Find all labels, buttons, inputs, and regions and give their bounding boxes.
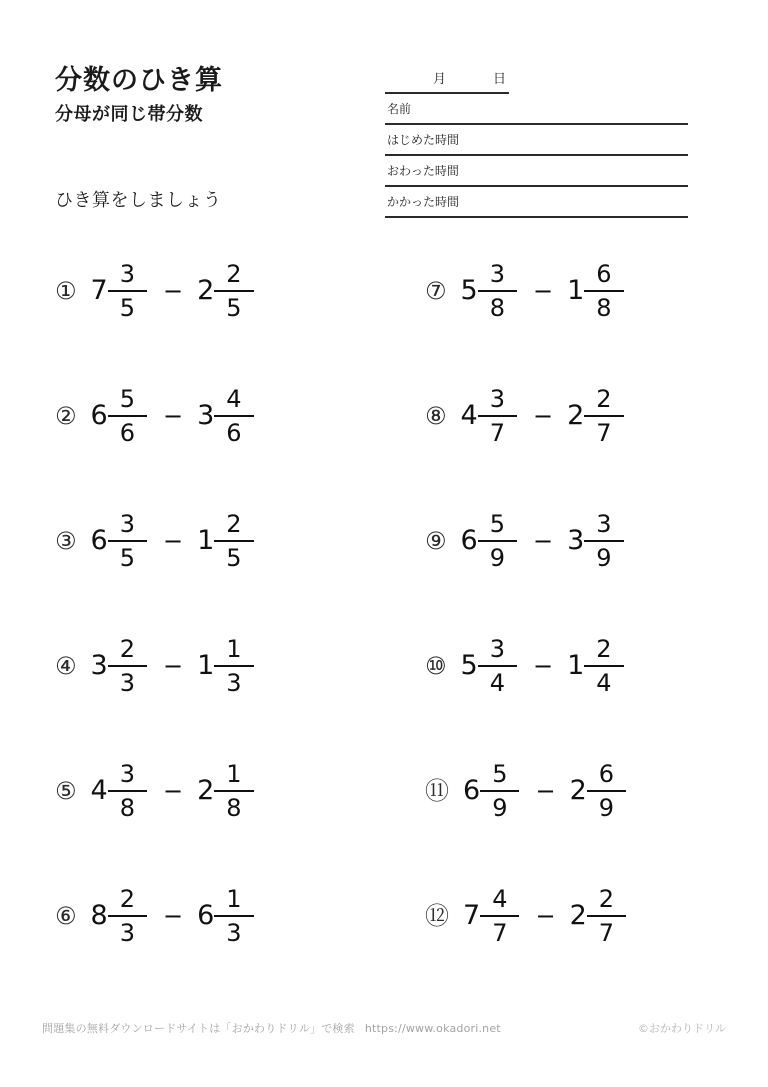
minus-operator: − [532, 401, 554, 430]
subtrahend-numerator: 2 [214, 262, 253, 292]
problem-row [55, 853, 254, 978]
minus-operator: − [532, 276, 554, 305]
problem-row [55, 478, 254, 603]
footer-url: https://www.okadori.net [364, 1022, 501, 1035]
minuend-fraction [478, 259, 517, 322]
subtrahend-denominator: 8 [226, 793, 242, 822]
subtrahend-denominator: 6 [226, 418, 242, 447]
minuend-whole: 6 [463, 775, 481, 806]
problem-number: ⑧ [425, 401, 447, 430]
page-title: 分数のひき算 [55, 65, 223, 96]
problem-number: ③ [55, 526, 77, 555]
problem-row [425, 728, 626, 853]
subtrahend-numerator: 2 [584, 637, 623, 667]
subtrahend-denominator: 9 [596, 543, 612, 572]
page-footer [42, 1020, 726, 1036]
subtrahend-numerator: 1 [214, 762, 253, 792]
minuend-whole: 5 [460, 650, 478, 681]
minuend-denominator: 5 [119, 293, 135, 322]
problem-number: ⑫ [425, 901, 449, 930]
problem-number: ② [55, 401, 77, 430]
footer-note-text: 問題集の無料ダウンロードサイトは「おかわりドリル」で検索 [42, 1022, 355, 1035]
minuend-denominator: 5 [119, 543, 135, 572]
subtrahend-denominator: 5 [226, 543, 242, 572]
field-elapsed-time [385, 187, 688, 218]
minuend-numerator: 3 [478, 637, 517, 667]
minuend-whole: 5 [460, 275, 478, 306]
minuend-whole: 4 [90, 775, 108, 806]
minuend-fraction [480, 759, 519, 822]
minuend-whole: 3 [90, 650, 108, 681]
minuend-numerator: 3 [108, 262, 147, 292]
minuend-numerator: 3 [478, 387, 517, 417]
page-subtitle: 分母が同じ帯分数 [55, 104, 203, 125]
problem-row [425, 353, 626, 478]
minuend-numerator: 5 [478, 512, 517, 542]
subtrahend-fraction [587, 884, 626, 947]
field-name [385, 94, 688, 125]
problem-number: ⑥ [55, 901, 77, 930]
subtrahend-fraction [214, 884, 253, 947]
minuend-whole: 6 [90, 400, 108, 431]
minuend-denominator: 6 [119, 418, 135, 447]
minuend-fraction [108, 884, 147, 947]
header-form [385, 62, 688, 218]
problem-number: ⑤ [55, 776, 77, 805]
subtrahend-numerator: 1 [214, 637, 253, 667]
minuend-fraction [478, 634, 517, 697]
minuend-denominator: 7 [492, 918, 508, 947]
minuend-whole: 8 [90, 900, 108, 931]
minuend-denominator: 3 [119, 668, 135, 697]
subtrahend-denominator: 7 [596, 418, 612, 447]
minus-operator: − [162, 776, 184, 805]
minus-operator: − [162, 276, 184, 305]
minuend-numerator: 2 [108, 887, 147, 917]
subtrahend-whole: 1 [197, 525, 215, 556]
subtrahend-whole: 1 [197, 650, 215, 681]
minuend-numerator: 4 [480, 887, 519, 917]
subtrahend-fraction [214, 634, 253, 697]
problem-row [55, 603, 254, 728]
subtrahend-whole: 2 [569, 900, 587, 931]
field-end-time [385, 156, 688, 187]
minuend-whole: 7 [463, 900, 481, 931]
minuend-numerator: 3 [108, 762, 147, 792]
minus-operator: − [535, 776, 556, 805]
problem-row [425, 853, 626, 978]
problem-row [55, 353, 254, 478]
day-label: 日 [493, 72, 507, 87]
problem-number: ④ [55, 651, 77, 680]
minuend-fraction [108, 259, 147, 322]
problem-number: ⑦ [425, 276, 447, 305]
subtrahend-whole: 1 [567, 275, 585, 306]
field-label-start-time: はじめた時間 [387, 133, 460, 147]
problem-row [55, 228, 254, 353]
subtrahend-denominator: 7 [598, 918, 615, 947]
subtrahend-fraction [214, 384, 253, 447]
subtrahend-numerator: 4 [214, 387, 253, 417]
subtrahend-fraction [587, 759, 626, 822]
minus-operator: − [162, 651, 184, 680]
minuend-denominator: 4 [489, 668, 505, 697]
instruction-text: ひき算をしましょう [55, 190, 222, 211]
minus-operator: − [162, 401, 184, 430]
subtrahend-fraction [214, 259, 253, 322]
minuend-denominator: 7 [489, 418, 505, 447]
problems-column-left [55, 228, 254, 978]
problem-number: ⑩ [425, 651, 447, 680]
minuend-numerator: 3 [478, 262, 517, 292]
subtrahend-denominator: 9 [598, 793, 615, 822]
minuend-fraction [478, 384, 517, 447]
date-row [385, 62, 688, 94]
subtrahend-whole: 2 [567, 400, 585, 431]
minus-operator: − [532, 526, 554, 555]
subtrahend-whole: 2 [197, 775, 215, 806]
subtrahend-whole: 6 [197, 900, 215, 931]
subtrahend-fraction [584, 384, 623, 447]
subtrahend-numerator: 3 [584, 512, 623, 542]
minus-operator: − [532, 651, 554, 680]
minuend-denominator: 9 [492, 793, 508, 822]
minuend-numerator: 5 [480, 762, 519, 792]
minuend-numerator: 5 [108, 387, 147, 417]
date-underline [385, 92, 509, 94]
minuend-denominator: 8 [489, 293, 505, 322]
minus-operator: − [162, 526, 184, 555]
minuend-fraction [108, 384, 147, 447]
minuend-whole: 6 [460, 525, 478, 556]
minuend-fraction [108, 634, 147, 697]
minus-operator: − [535, 901, 556, 930]
field-start-time [385, 125, 688, 156]
subtrahend-fraction [214, 759, 253, 822]
subtrahend-denominator: 5 [226, 293, 242, 322]
subtrahend-whole: 2 [197, 275, 215, 306]
problem-row [425, 603, 626, 728]
minuend-whole: 7 [90, 275, 108, 306]
minuend-denominator: 3 [119, 918, 135, 947]
problem-row [55, 728, 254, 853]
footer-copyright: ©おかわりドリル [638, 1022, 726, 1035]
problem-number: ⑪ [425, 776, 449, 805]
subtrahend-denominator: 8 [596, 293, 612, 322]
problem-number: ⑨ [425, 526, 447, 555]
minuend-fraction [108, 759, 147, 822]
subtrahend-fraction [584, 509, 623, 572]
subtrahend-denominator: 3 [226, 918, 242, 947]
subtrahend-fraction [584, 634, 623, 697]
field-label-end-time: おわった時間 [387, 164, 459, 178]
minuend-fraction [480, 884, 519, 947]
field-label-name: 名前 [387, 102, 412, 116]
minuend-numerator: 2 [108, 637, 147, 667]
minuend-denominator: 8 [119, 793, 135, 822]
problem-row [425, 228, 626, 353]
subtrahend-numerator: 6 [584, 262, 623, 292]
problem-row [425, 478, 626, 603]
minuend-whole: 6 [90, 525, 108, 556]
subtrahend-numerator: 2 [587, 887, 626, 917]
field-label-elapsed-time: かかった時間 [387, 195, 460, 209]
minuend-whole: 4 [460, 400, 478, 431]
subtrahend-whole: 3 [567, 525, 585, 556]
minuend-denominator: 9 [489, 543, 505, 572]
subtrahend-numerator: 2 [584, 387, 623, 417]
minuend-fraction [478, 509, 517, 572]
subtrahend-numerator: 2 [214, 512, 253, 542]
subtrahend-whole: 2 [569, 775, 587, 806]
month-label: 月 [433, 72, 447, 87]
subtrahend-whole: 1 [567, 650, 585, 681]
problems-column-right [425, 228, 626, 978]
footer-note [42, 1020, 501, 1036]
problem-number: ① [55, 276, 77, 305]
minuend-fraction [108, 509, 147, 572]
subtrahend-fraction [584, 259, 623, 322]
minus-operator: − [162, 901, 184, 930]
subtrahend-whole: 3 [197, 400, 215, 431]
minuend-numerator: 3 [108, 512, 147, 542]
subtrahend-denominator: 3 [226, 668, 242, 697]
subtrahend-numerator: 1 [214, 887, 253, 917]
subtrahend-denominator: 4 [596, 668, 612, 697]
subtrahend-fraction [214, 509, 253, 572]
subtrahend-numerator: 6 [587, 762, 626, 792]
